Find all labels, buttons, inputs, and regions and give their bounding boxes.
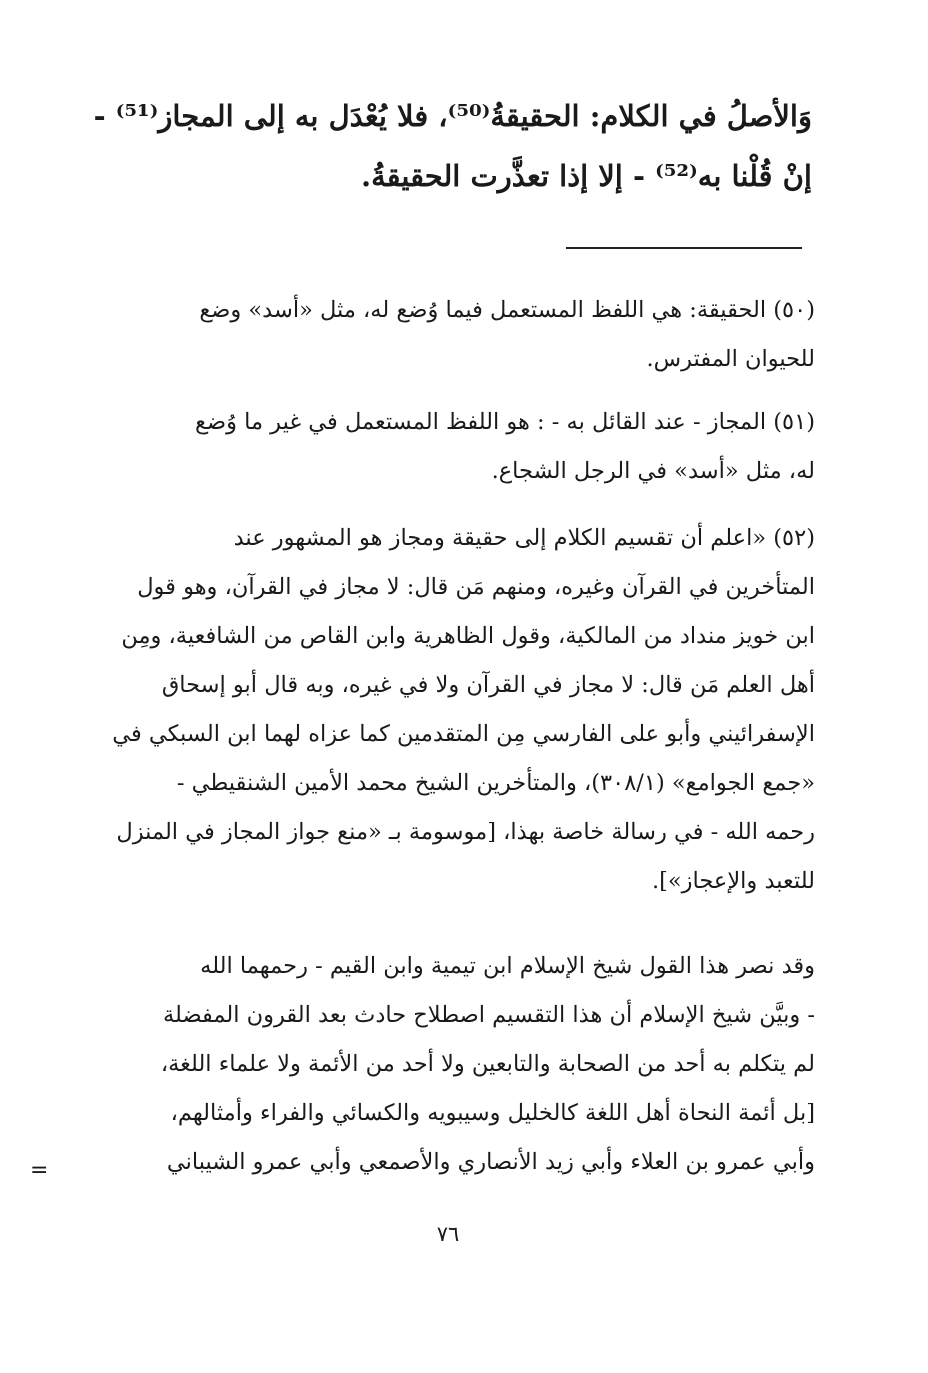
footnote-line: رحمه الله - في رسالة خاصة بهذا، [موسومة بـ «منع جواز المجاز في المنزل — [116, 819, 815, 845]
footnote-52 — [90, 514, 815, 906]
footnote-line: وقد نصر هذا القول شيخ الإسلام ابن تيمية وابن القيم - رحمهما الله — [200, 953, 815, 979]
footnote-line: للتعبد والإعجاز»]. — [651, 868, 815, 894]
page-number: ٧٦ — [436, 1222, 460, 1246]
footnote-line: [بل أئمة النحاة أهل اللغة كالخليل وسيبويه والكسائي والفراء وأمثالهم، — [170, 1100, 815, 1126]
footnote-line: وأبي عمرو بن العلاء وأبي زيد الأنصاري والأصمعي وأبي عمرو الشيباني — [166, 1149, 815, 1175]
footnote-line: - وبيَّن شيخ الإسلام أن هذا التقسيم اصطلاح حادث بعد القرون المفضلة — [162, 1002, 815, 1028]
footnote-line: «جمع الجوامع» (٣٠٨/١)، والمتأخرين الشيخ محمد الأمين الشنقيطي - — [176, 770, 815, 796]
footnote-line: أهل العلم مَن قال: لا مجاز في القرآن ولا في غيره، وبه قال أبو إسحاق — [161, 672, 815, 698]
footnote-separator — [566, 247, 802, 249]
footnote-50 — [90, 286, 815, 384]
footnote-line: (٥٠) الحقيقة: هي اللفظ المستعمل فيما وُضع له، مثل «أسد» وضع — [199, 297, 815, 323]
footnote-line: لم يتكلم به أحد من الصحابة والتابعين ولا أحد من الأئمة ولا علماء اللغة، — [160, 1051, 815, 1077]
footnote-51 — [90, 398, 815, 496]
footnote-line: (٥٢) «اعلم أن تقسيم الكلام إلى حقيقة ومجاز هو المشهور عند — [233, 525, 815, 551]
main-text-line: إنْ قُلْنا به⁽⁵²⁾ - إلا إذا تعذَّرت الحقيقةُ. — [361, 159, 812, 193]
footnote-line: المتأخرين في القرآن وغيره، ومنهم مَن قال: لا مجاز في القرآن، وهو قول — [137, 574, 815, 600]
footnote-line: للحيوان المفترس. — [646, 346, 815, 372]
footnote-line: الإسفرائيني وأبو على الفارسي مِن المتقدمين كما عزاه لهما ابن السبكي في — [112, 721, 815, 747]
main-text-block — [92, 86, 812, 206]
continuation-mark: = — [30, 1158, 49, 1183]
footnote-52-continuation — [90, 942, 815, 1187]
main-text-line: وَالأصلُ في الكلام: الحقيقةُ⁽⁵⁰⁾، فلا يُعْدَل به إلى المجاز⁽⁵¹⁾ - — [93, 99, 812, 133]
footnote-line: له، مثل «أسد» في الرجل الشجاع. — [491, 458, 815, 484]
footnote-line: (٥١) المجاز - عند القائل به - : هو اللفظ المستعمل في غير ما وُضع — [195, 409, 815, 435]
footnote-line: ابن خويز منداد من المالكية، وقول الظاهرية وابن القاص من الشافعية، ومِن — [121, 623, 815, 649]
